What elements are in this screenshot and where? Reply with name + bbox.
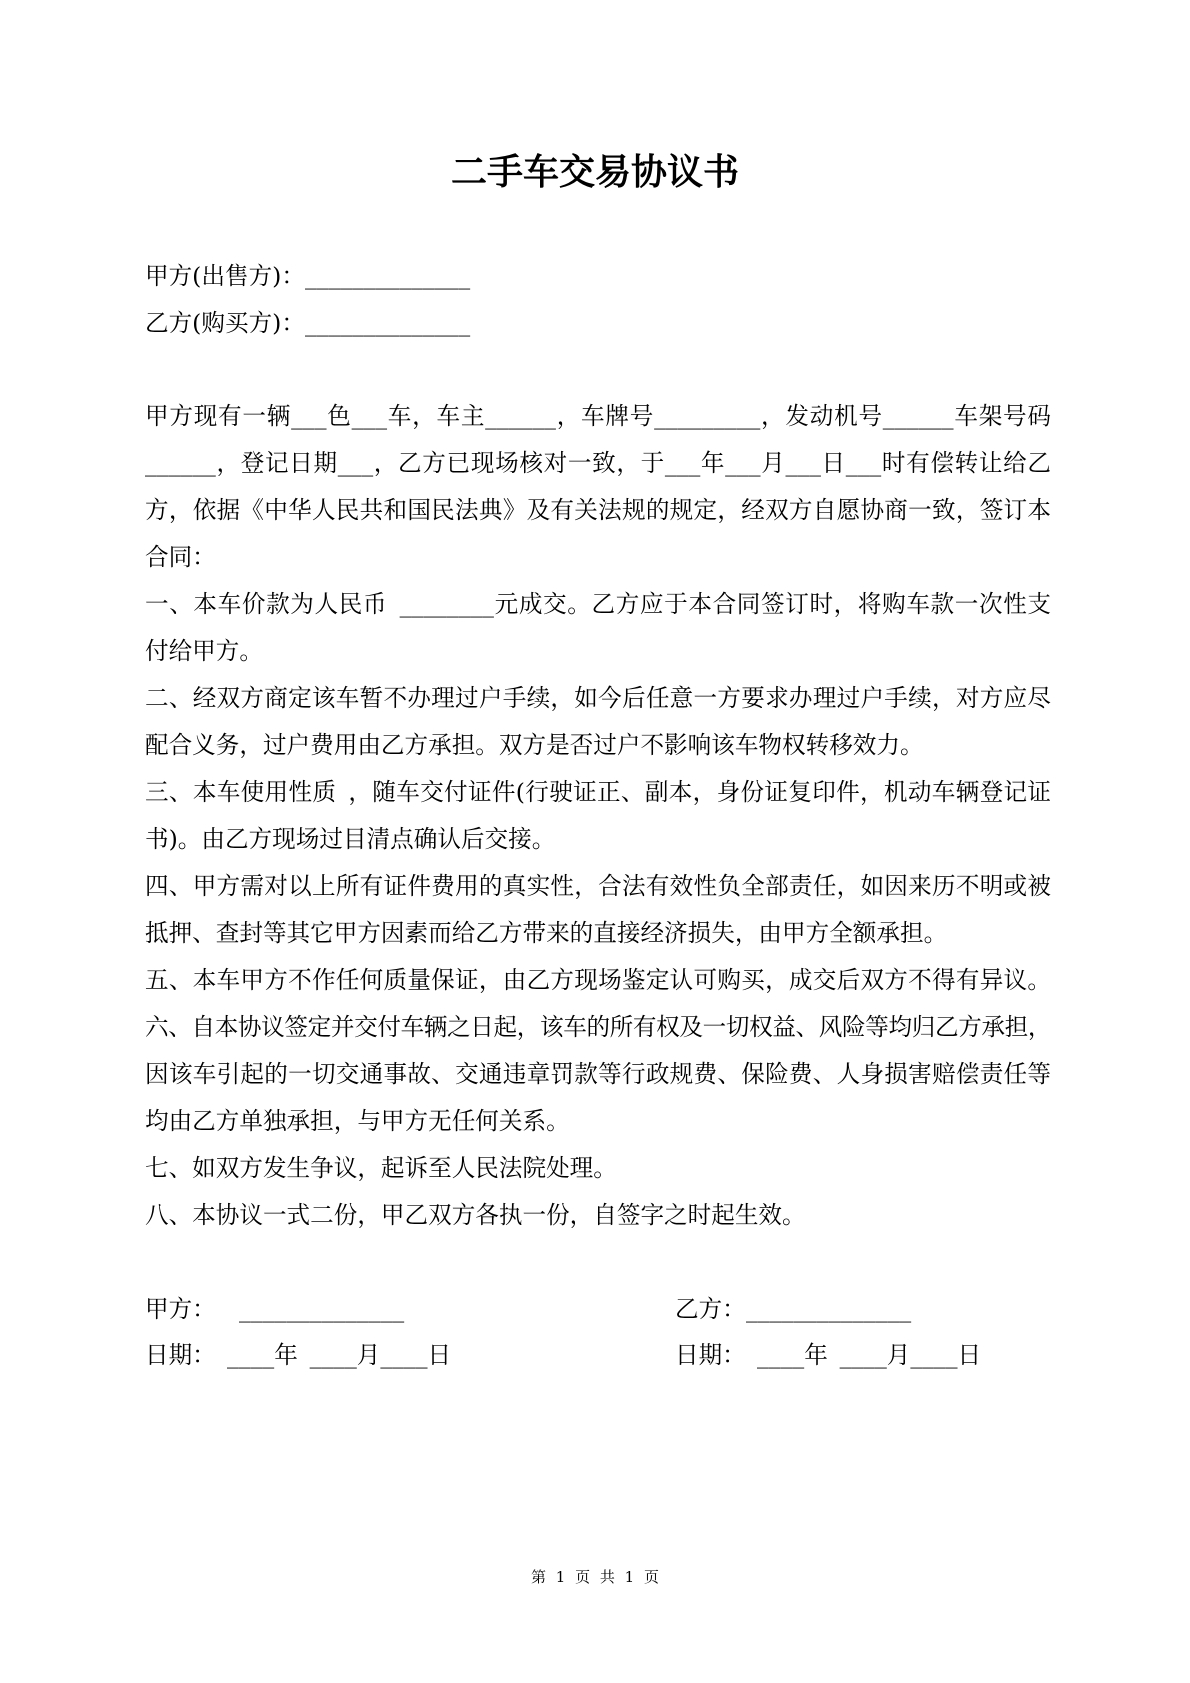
clause-line: 因该车引起的一切交通事故、交通违章罚款等行政规费、保险费、人身损害赔偿责任等	[145, 1059, 1051, 1088]
buyer-line: 乙方(购买方)：______________	[145, 309, 471, 337]
clause-4-liability	[145, 863, 1051, 957]
clause-line: 三、本车使用性质 ，随车交付证件(行驶证正、副本，身份证复印件，机动车辆登记证	[145, 777, 1051, 806]
parties-block	[145, 253, 1051, 347]
clause-1-price	[145, 581, 1051, 675]
clause-line: 五、本车甲方不作任何质量保证，由乙方现场鉴定认可购买，成交后双方不得有异议。	[145, 965, 1051, 994]
clause-line: 方，依据《中华人民共和国民法典》及有关法规的规定，经双方自愿协商一致，签订本	[145, 495, 1051, 524]
clause-2-transfer	[145, 675, 1051, 769]
party-a-date-label: 日期：	[145, 1341, 216, 1369]
clause-line: 抵押、查封等其它甲方因素而给乙方带来的直接经济损失，由甲方全额承担。	[145, 918, 948, 947]
party-a-date-blank: ____年 ____月____日	[227, 1341, 452, 1369]
clause-line: ______，登记日期___，乙方已现场核对一致，于___年___月___日___时有偿转让给乙	[145, 448, 1051, 477]
clause-line: 均由乙方单独承担，与甲方无任何关系。	[145, 1106, 570, 1135]
clause-5-quality	[145, 957, 1051, 1004]
clause-line: 八、本协议一式二份，甲乙双方各执一份，自签字之时起生效。	[145, 1200, 806, 1229]
clause-line: 甲方现有一辆___色___车，车主______，车牌号_________，发动机号______车架号码	[145, 401, 1051, 430]
clause-line: 配合义务，过户费用由乙方承担。双方是否过户不影响该车物权转移效力。	[145, 730, 924, 759]
clause-line: 书)。由乙方现场过目清点确认后交接。	[145, 824, 556, 853]
clause-3-documents	[145, 769, 1051, 863]
party-a-signature-label: 甲方：	[145, 1295, 216, 1323]
party-b-signature-blank: ______________	[746, 1295, 912, 1323]
agreement-body	[145, 393, 1051, 1239]
clause-intro	[145, 393, 1051, 581]
clause-line: 六、自本协议签定并交付车辆之日起，该车的所有权及一切权益、风险等均归乙方承担，	[145, 1012, 1051, 1041]
document-title: 二手车交易协议书	[450, 151, 739, 193]
party-a-signature-blank: ______________	[239, 1295, 405, 1323]
clause-line: 付给甲方。	[145, 636, 263, 665]
party-b-date-blank: ____年 ____月____日	[757, 1341, 982, 1369]
clause-line: 一、本车价款为人民币 ________元成交。乙方应于本合同签订时，将购车款一次性支	[145, 589, 1051, 618]
clause-line: 四、甲方需对以上所有证件费用的真实性，合法有效性负全部责任，如因来历不明或被	[145, 871, 1051, 900]
party-b-date-label: 日期：	[675, 1341, 746, 1369]
clause-7-dispute	[145, 1145, 1051, 1192]
page-number: 第 1 页 共 1 页	[531, 1568, 659, 1586]
seller-line: 甲方(出售方)：______________	[145, 262, 471, 290]
clause-line: 七、如双方发生争议，起诉至人民法院处理。	[145, 1153, 617, 1182]
clause-6-risk	[145, 1004, 1051, 1145]
clause-line: 合同：	[145, 542, 216, 571]
party-b-signature-label: 乙方：	[675, 1295, 746, 1323]
clause-8-effect	[145, 1192, 1051, 1239]
clause-line: 二、经双方商定该车暂不办理过户手续，如今后任意一方要求办理过户手续，对方应尽	[145, 683, 1051, 712]
